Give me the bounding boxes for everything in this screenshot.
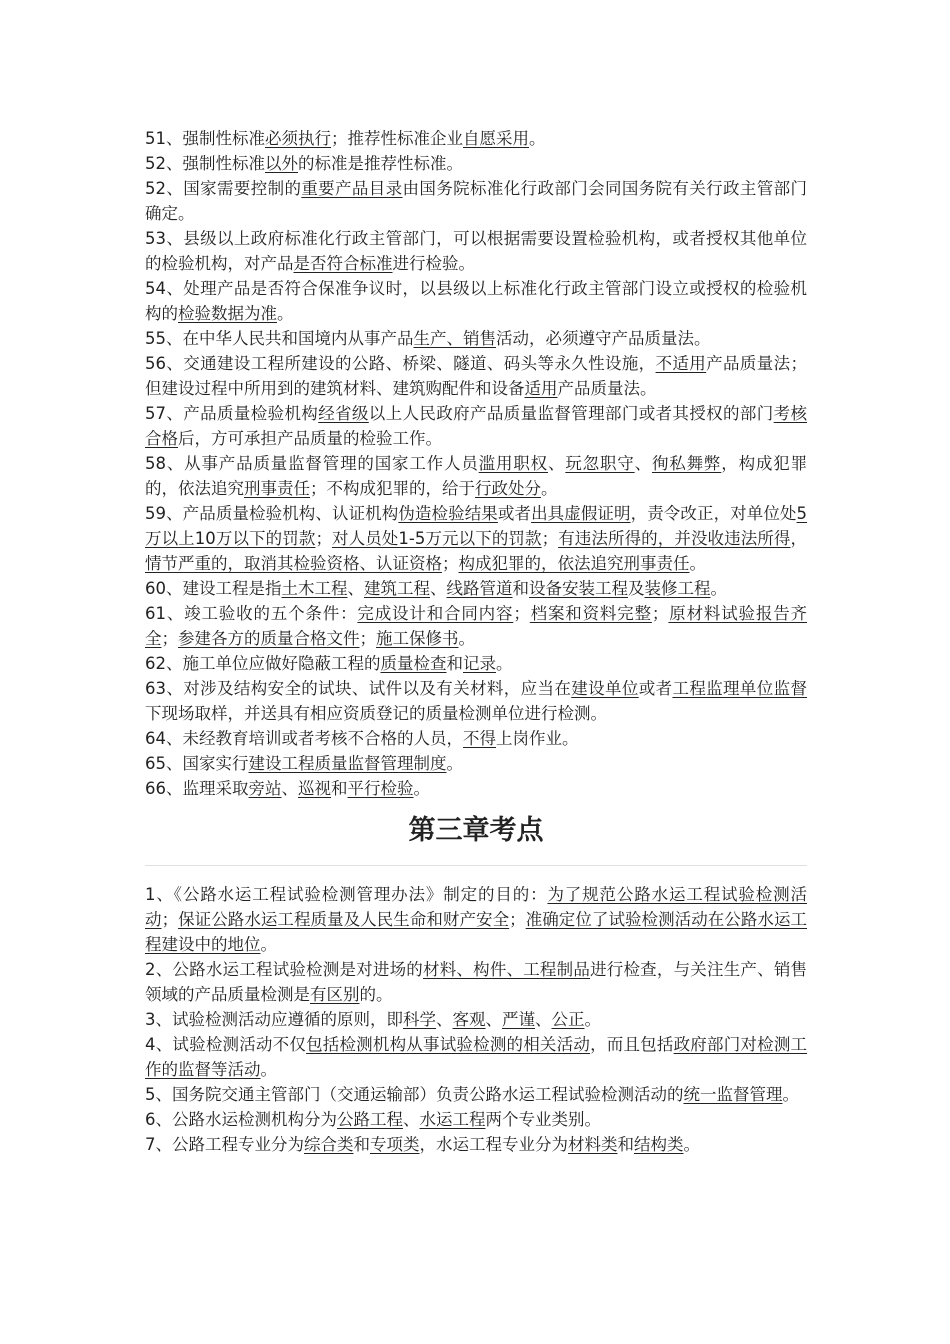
text-segment: 和	[446, 654, 463, 673]
text-segment: 54、处理产品是否符合保准争议时，以县级以上标准化行政主管部门设立或授权的检验机构的	[145, 279, 807, 323]
list-item	[145, 401, 807, 451]
underlined-text: 统一监督管理	[683, 1085, 783, 1104]
text-segment: ；	[541, 529, 559, 548]
list-item	[145, 276, 807, 326]
text-segment: 51、强制性标准	[145, 129, 265, 148]
text-segment: 进行检查，与关注生产、销售领域的产品质量检测是	[145, 960, 808, 1004]
text-segment: 。	[782, 1085, 799, 1104]
underlined-text: 自愿采用	[463, 129, 529, 148]
underlined-text: 刑事责任	[244, 479, 310, 498]
text-segment: 62、施工单位应做好隐蔽工程的	[145, 654, 381, 673]
list-item	[145, 957, 807, 1007]
text-segment: 、	[547, 454, 566, 473]
list-item	[145, 1107, 807, 1132]
text-segment: 、	[430, 579, 447, 598]
underlined-text: 施工保修书	[376, 629, 459, 648]
text-segment: 下现场取样，并送具有相应资质登记的质量检测单位进行检测。	[145, 704, 607, 723]
list-item	[145, 726, 807, 751]
text-segment: 产品质量法。	[557, 379, 657, 398]
text-segment: 。	[689, 554, 706, 573]
text-segment: 59、产品质量检验机构、认证机构	[145, 504, 399, 523]
list-item	[145, 651, 807, 676]
underlined-text: 不得	[463, 729, 496, 748]
text-segment: 。	[541, 479, 558, 498]
text-segment: 、	[485, 1010, 502, 1029]
text-segment: 64、未经教育培训或者考核不合格的人员，	[145, 729, 463, 748]
list-item	[145, 1007, 807, 1032]
underlined-text: 行政处分	[475, 479, 541, 498]
text-segment: 以上人民政府产品质量监督管理部门或者其授权的部门	[368, 404, 774, 423]
underlined-text: 结构类	[634, 1135, 684, 1154]
text-segment: ，构成犯罪的，依法追究	[145, 454, 808, 498]
underlined-text: 生产、销售	[413, 329, 496, 348]
text-segment: 和	[617, 1135, 634, 1154]
text-segment: 52、国家需要控制的	[145, 179, 302, 198]
text-segment: ；	[359, 629, 376, 648]
text-segment: ，责令改正，对单位处	[630, 504, 797, 523]
underlined-text: 完成设计和合同内容	[357, 604, 514, 623]
text-segment: 、	[535, 1010, 552, 1029]
text-segment: 57、产品质量检验机构	[145, 404, 319, 423]
underlined-text: 伪造检验结果	[398, 504, 498, 523]
list-item	[145, 576, 807, 601]
underlined-text: 对人员处1-5万元以下的罚款	[331, 529, 542, 548]
text-segment: 、	[634, 454, 652, 473]
underlined-text: 建筑工程	[364, 579, 430, 598]
list-item	[145, 501, 807, 576]
underlined-text: 包括检测机构从事试验检测的相关活动	[306, 1035, 591, 1054]
underlined-text: 参建各方的质量合格文件	[178, 629, 360, 648]
underlined-text: 建设单位	[571, 679, 639, 698]
list-item	[145, 1032, 807, 1082]
section-chapter3-points	[145, 882, 807, 1157]
text-segment: 及	[628, 579, 645, 598]
text-segment: 。	[413, 779, 430, 798]
text-segment: 61、竣工验收的五个条件：	[145, 604, 358, 623]
text-segment: 55、在中华人民共和国境内从事产品	[145, 329, 414, 348]
underlined-text: 检验数据为准	[178, 304, 277, 323]
text-segment: ；	[161, 629, 178, 648]
text-segment: 2、公路水运工程试验检测是对进场的	[145, 960, 423, 979]
text-segment: 。	[260, 935, 277, 954]
underlined-text: 公路工程	[337, 1110, 403, 1129]
text-segment: 。	[458, 629, 475, 648]
underlined-text: 必须执行	[265, 129, 331, 148]
underlined-text: 考核合格	[145, 404, 808, 448]
text-segment: 或者	[497, 504, 532, 523]
underlined-text: 有区别	[310, 985, 360, 1004]
list-item	[145, 751, 807, 776]
text-segment: 65、国家实行	[145, 754, 249, 773]
text-segment: 由国务院标准化行政部门会同国务院有关行政主管部门确定。	[145, 179, 808, 223]
underlined-text: 土木工程	[281, 579, 348, 598]
text-segment: 56、交通建设工程所建设的公路、桥梁、隧道、码头等永久性设施，	[145, 354, 656, 373]
text-segment: ，	[790, 529, 808, 548]
list-item	[145, 451, 807, 501]
underlined-text: 有违法所得的，并没收违法所得	[558, 529, 791, 548]
underlined-text: 政府部门对检测工作的监督等活动	[145, 1035, 808, 1079]
text-segment: 60、建设工程是指	[145, 579, 282, 598]
list-item	[145, 226, 807, 276]
text-segment: ；	[651, 604, 669, 623]
underlined-text: 保证公路水运工程质量及人民生命和财产安全	[178, 910, 510, 929]
list-item	[145, 151, 807, 176]
underlined-text: 严谨	[502, 1010, 535, 1029]
underlined-text: 重要产品目录	[301, 179, 403, 198]
underlined-text: 5万以上10万以下的罚款	[145, 504, 808, 548]
underlined-text: 线路管道	[446, 579, 513, 598]
underlined-text: 滥用职权	[478, 454, 548, 473]
underlined-text: 科学	[403, 1010, 436, 1029]
text-segment: 6、公路水运检测机构分为	[145, 1110, 337, 1129]
underlined-text: 玩忽职守	[565, 454, 635, 473]
text-segment: ；	[513, 604, 530, 623]
text-segment: 或者	[638, 679, 673, 698]
text-segment: 1、《公路水运工程试验检测管理办法》制定的目的：	[145, 885, 548, 904]
underlined-text: 出具虚假证明	[531, 504, 631, 523]
list-item	[145, 676, 807, 726]
list-item	[145, 1132, 807, 1157]
text-segment: 产品质量法；但建设过程中所用到的建筑材料、建筑购配件和设备	[145, 354, 808, 398]
text-segment: 。	[710, 579, 727, 598]
underlined-text: 以外	[265, 154, 298, 173]
text-segment: 的标准是推荐性标准。	[298, 154, 463, 173]
text-segment: 。	[277, 304, 294, 323]
divider	[145, 865, 807, 866]
text-segment: 。	[260, 1060, 277, 1079]
text-segment: 、	[347, 579, 364, 598]
underlined-text: 准确定位了试验检测活动在公路水运工程建设中的地位	[145, 910, 808, 954]
underlined-text: 经省级	[318, 404, 369, 423]
text-segment: ，而且包括	[590, 1035, 674, 1054]
underlined-text: 平行检验	[347, 779, 414, 798]
text-segment: 活动，必须遵守产品质量法。	[496, 329, 711, 348]
text-segment: 两个专业类别。	[485, 1110, 601, 1129]
underlined-text: 装修工程	[644, 579, 711, 598]
text-segment: 。	[529, 129, 546, 148]
list-item	[145, 351, 807, 401]
section-standards-law	[145, 126, 807, 801]
underlined-text: 为了规范公路水运工程试验检测活动	[145, 885, 808, 929]
list-item	[145, 776, 807, 801]
list-item	[145, 176, 807, 226]
text-segment: 4、试验检测活动不仅	[145, 1035, 307, 1054]
text-segment: 。	[683, 1135, 700, 1154]
underlined-text: 记录	[463, 654, 496, 673]
underlined-text: 适用	[524, 379, 558, 398]
chapter-heading: 第三章考点	[408, 815, 544, 846]
text-segment: 53、县级以上政府标准化行政主管部门，可以根据需要设置检验机构，或者授权其他单位的检验机构，对产品	[145, 229, 807, 273]
underlined-text: 原材料试验报告齐全	[145, 604, 808, 648]
text-segment: 7、公路工程专业分为	[145, 1135, 304, 1154]
text-segment: 后，方可承担产品质量的检验工作。	[178, 429, 442, 448]
text-segment: 63、对涉及结构安全的试块、试件以及有关材料，应当在	[145, 679, 572, 698]
underlined-text: 是否符合标准	[293, 254, 393, 273]
underlined-text: 情节严重的，取消其检验资格、认证资格	[145, 554, 442, 573]
text-segment: 、	[436, 1010, 453, 1029]
text-segment: ；推荐性标准企业	[331, 129, 463, 148]
underlined-text: 材料类	[568, 1135, 618, 1154]
text-segment: 。	[446, 754, 463, 773]
underlined-text: 徇私舞弊	[651, 454, 722, 473]
list-item	[145, 601, 807, 651]
text-segment: 和	[353, 1135, 370, 1154]
text-segment: 进行检验。	[392, 254, 475, 273]
text-segment: 58、从事产品质量监督管理的国家工作人员	[145, 454, 479, 473]
underlined-text: 建设工程质量监督管理制度	[248, 754, 447, 773]
text-segment: ；	[315, 529, 332, 548]
list-item	[145, 882, 807, 957]
list-item	[145, 126, 807, 151]
underlined-text: 工程监理单位监督	[672, 679, 808, 698]
underlined-text: 客观	[452, 1010, 486, 1029]
text-segment: 52、强制性标准	[145, 154, 265, 173]
underlined-text: 档案和资料完整	[529, 604, 652, 623]
text-segment: 5、国务院交通主管部门（交通运输部）负责公路水运工程试验检测活动的	[145, 1085, 684, 1104]
text-segment: 和	[512, 579, 529, 598]
text-segment: 的。	[359, 985, 393, 1004]
text-segment: ；	[509, 910, 526, 929]
document-page	[145, 126, 807, 1157]
text-segment: 、	[403, 1110, 420, 1129]
text-segment: ；	[161, 910, 179, 929]
text-segment: 3、试验检测活动应遵循的原则，即	[145, 1010, 403, 1029]
text-segment: 上岗作业。	[496, 729, 579, 748]
text-segment: 和	[331, 779, 348, 798]
underlined-text: 构成犯罪的，依法追究刑事责任	[458, 554, 690, 573]
text-segment: ；	[442, 554, 459, 573]
underlined-text: 质量检查	[380, 654, 447, 673]
underlined-text: 不适用	[655, 354, 707, 373]
underlined-text: 综合类	[304, 1135, 354, 1154]
text-segment: 。	[496, 654, 513, 673]
underlined-text: 旁站	[248, 779, 282, 798]
text-segment: 。	[584, 1010, 601, 1029]
list-item	[145, 326, 807, 351]
underlined-text: 专项类	[370, 1135, 420, 1154]
underlined-text: 设备安装工程	[529, 579, 628, 598]
underlined-text: 材料、构件、工程制品	[423, 960, 591, 979]
text-segment: ；不构成犯罪的，给于	[310, 479, 475, 498]
list-item	[145, 1082, 807, 1107]
text-segment: ，水运工程专业分为	[419, 1135, 568, 1154]
text-segment: 66、监理采取	[145, 779, 249, 798]
underlined-text: 巡视	[298, 779, 331, 798]
underlined-text: 水运工程	[419, 1110, 486, 1129]
text-segment: 、	[281, 779, 298, 798]
underlined-text: 公正	[551, 1010, 585, 1029]
